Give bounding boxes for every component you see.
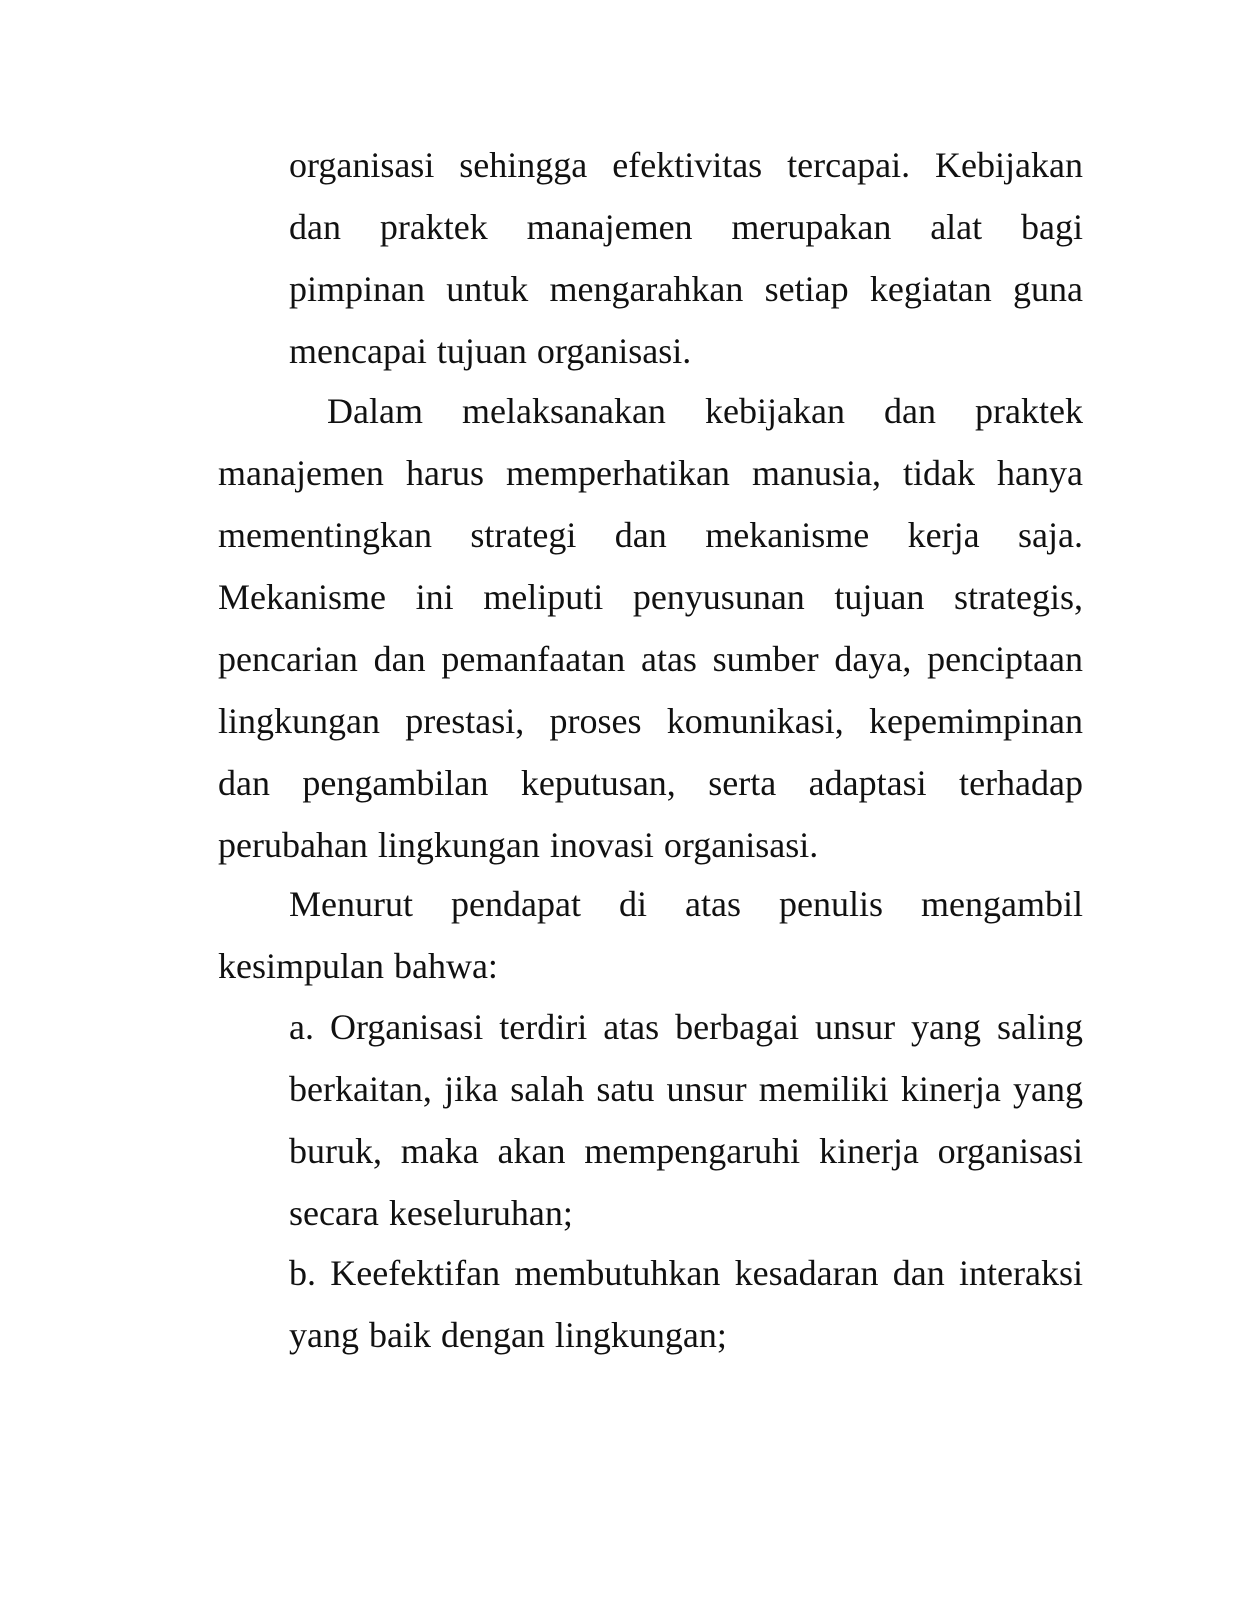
- paragraph-continued: organisasi sehingga efektivitas tercapai. Kebijakan dan praktek manajemen merupakan alat bagi pimpinan untuk mengarahkan setiap kegiatan guna mencapai tujuan organisasi.: [289, 145, 1083, 371]
- paragraph-menurut-pendapat: Menurut pendapat di atas penulis mengambil kesimpulan bahwa:: [218, 884, 1083, 986]
- paragraph-dalam-melaksanakan: Dalam melaksanakan kebijakan dan praktek manajemen harus memperhatikan manusia, tidak hanya mementingkan strategi dan mekanisme kerja saja. Mekanisme ini meliputi penyusunan tujuan strategis, pencarian dan pemanfaatan atas sumber daya, penciptaan lingkungan prestasi, proses komunikasi, kepemimpinan dan pengambilan keputusan, serta adaptasi terhadap perubahan lingkungan inovasi organisasi.: [218, 391, 1083, 865]
- list-item-a: a. Organisasi terdiri atas berbagai unsur yang saling berkaitan, jika salah satu unsur memiliki kinerja yang buruk, maka akan mempengaruhi kinerja organisasi secara keseluruhan;: [289, 1007, 1083, 1233]
- list-item-b: b. Keefektifan membutuhkan kesadaran dan interaksi yang baik dengan lingkungan;: [289, 1253, 1083, 1355]
